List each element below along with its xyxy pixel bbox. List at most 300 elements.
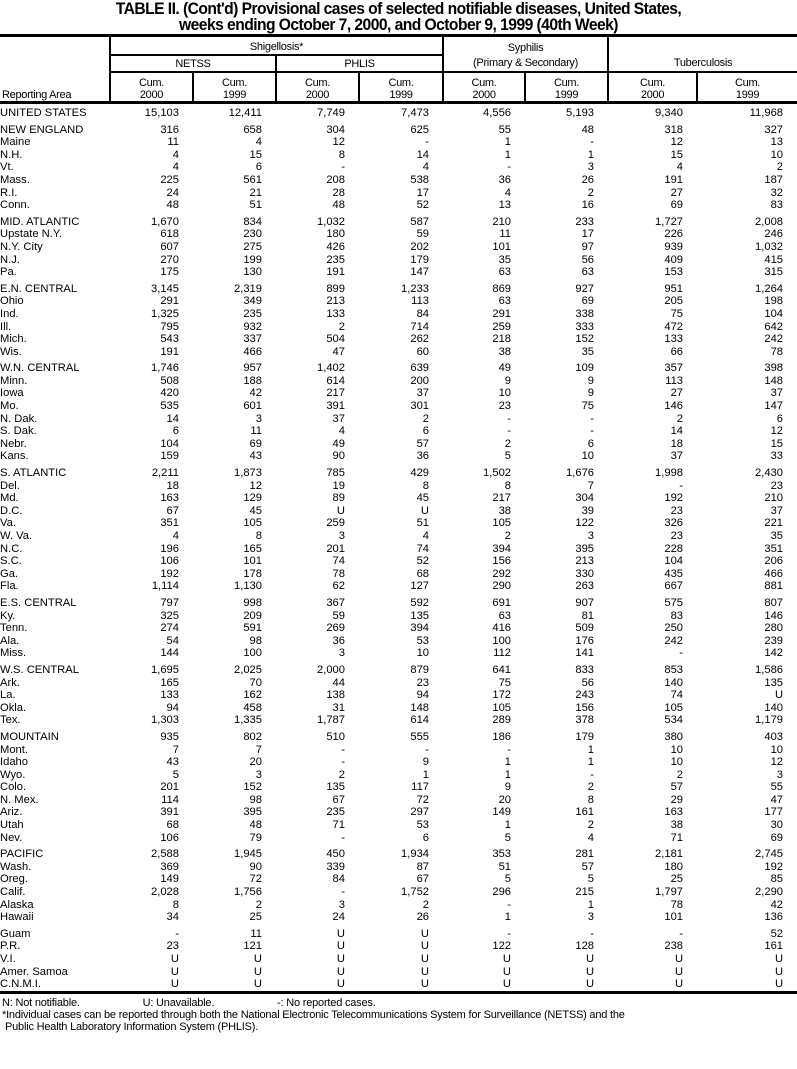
value-cell: 4 [172,148,179,161]
value-cell: 23 [166,940,179,953]
reporting-area-cell: Okla. [0,701,27,714]
value-cell: 23 [416,676,430,689]
value-cell: 191 [160,345,179,358]
value-cell: 1,402 [317,362,345,375]
value-cell: 10 [498,387,512,400]
value-cell: 38 [498,345,512,358]
value-cell: - [590,927,595,940]
value-cell: 2,000 [317,663,345,676]
value-cell: 23 [770,479,784,492]
value-cell: 63 [581,266,595,279]
value-cell: 83 [670,609,684,622]
value-cell: 104 [764,307,784,320]
value-cell: 81 [581,609,595,622]
netss-header: NETSS [110,55,276,72]
value-cell: 32 [770,186,784,199]
value-cell: 8 [172,898,179,911]
value-cell: 935 [160,730,179,743]
value-cell: 101 [664,911,684,924]
value-cell: 10 [770,148,784,161]
value-cell: 9,340 [655,107,684,119]
value-cell: 263 [575,580,595,593]
value-cell: 538 [410,173,430,186]
value-cell: 639 [410,362,430,375]
table-row [0,555,797,568]
value-cell: 25 [670,873,684,886]
reporting-area-cell: Fla. [0,580,19,593]
value-cell: 37 [332,412,345,425]
value-cell: 163 [664,806,684,819]
value-cell: 3 [338,647,345,660]
table-row [0,212,797,229]
table-row [0,413,797,426]
value-cell: 14 [416,148,430,161]
table-row [0,333,797,346]
value-cell: 1,233 [401,282,430,295]
value-cell: 217 [492,492,512,505]
value-cell: 304 [575,492,595,505]
reporting-area-cell: Alaska [0,898,34,911]
value-cell: 140 [764,701,784,714]
value-cell: 2 [422,898,430,911]
value-cell: 10 [416,647,430,660]
value-cell: 60 [416,345,430,358]
value-cell: 4 [172,530,179,542]
col-cum-label: Cum. [525,72,608,89]
value-cell: 535 [160,400,179,413]
value-cell: 326 [664,517,684,530]
value-cell: 140 [664,676,684,689]
value-cell: 217 [326,387,345,400]
value-cell: 466 [764,567,784,580]
col-cum-label: Cum. [359,72,443,89]
reporting-area-cell: N. Mex. [0,793,39,806]
value-cell: 29 [670,793,684,806]
disease-table [0,34,797,994]
value-cell: 14 [670,425,684,438]
value-cell: 175 [160,266,179,279]
table-row [0,438,797,451]
value-cell: 409 [664,253,684,266]
value-cell: 72 [249,873,262,886]
reporting-area-cell: Hawaii [0,911,34,924]
value-cell: 10 [670,756,684,769]
value-cell: U [502,953,512,965]
value-cell: 879 [410,663,430,676]
value-cell: 149 [492,806,512,819]
value-cell: 15 [670,148,684,161]
table-row [0,844,797,861]
value-cell: 75 [670,307,684,320]
value-cell: 2 [587,819,595,832]
value-cell: 932 [243,320,262,333]
reporting-area-cell: Ark. [0,676,20,689]
value-cell: 391 [160,806,179,819]
value-cell: - [507,898,512,911]
value-cell: 9 [422,756,430,769]
value-cell: 53 [416,819,430,832]
value-cell: 43 [249,450,262,463]
value-cell: 45 [249,504,262,517]
value-cell: 178 [243,567,262,580]
value-cell: 998 [243,596,262,609]
value-cell: 4 [338,425,345,438]
value-cell: 52 [416,199,430,212]
footnote-line-1: *Individual cases can be reported through both the National Electronic Telecommunications System for Surveillance (NETSS) and the [2,1008,625,1021]
table-row [0,543,797,556]
value-cell: 148 [410,701,430,714]
value-cell: 138 [326,689,345,702]
value-cell: 6 [255,161,262,174]
table-row [0,899,797,912]
table-row [0,794,797,807]
value-cell: 8 [504,479,512,492]
value-cell: 591 [243,622,262,635]
value-cell: 198 [764,295,784,308]
value-cell: 105 [664,701,684,714]
value-cell: 2 [676,768,684,781]
value-cell: 11 [250,927,262,940]
value-cell: 301 [410,400,430,413]
value-cell: 69 [770,831,784,844]
reporting-area-cell: Mich. [0,333,27,346]
value-cell: 458 [243,701,262,714]
value-cell: 561 [243,173,262,186]
value-cell: 2 [504,437,512,450]
value-cell: 122 [492,940,512,953]
value-cell: 89 [332,492,345,505]
value-cell: U [420,940,430,953]
value-cell: 1,945 [234,848,262,861]
value-cell: 853 [664,663,684,676]
value-cell: 97 [581,240,595,253]
value-cell: 403 [764,730,784,743]
value-cell: 14 [166,412,179,425]
value-cell: 7,473 [401,107,430,119]
value-cell: 1 [422,768,430,781]
value-cell: 59 [332,609,345,622]
value-cell: 215 [575,886,595,899]
value-cell: 3 [587,161,595,174]
table-row [0,103,797,120]
value-cell: 1 [587,756,595,769]
table-row [0,568,797,581]
value-cell: 338 [575,307,595,320]
value-cell: - [507,412,512,425]
value-cell: 2,588 [151,848,179,861]
value-cell: U [774,689,784,702]
value-cell: 48 [249,819,262,832]
table-row [0,806,797,819]
table-body [0,103,797,993]
value-cell: 351 [160,517,179,530]
value-cell: 114 [161,793,179,806]
reporting-area-cell: Ky. [0,609,16,622]
reporting-area-cell: UNITED STATES [0,107,87,119]
value-cell: 259 [492,320,512,333]
value-cell: 1,787 [317,714,345,727]
value-cell: U [253,953,262,965]
table-row [0,346,797,359]
value-cell: 49 [498,362,512,375]
value-cell: 415 [764,253,784,266]
value-cell: 39 [581,504,595,517]
table-row [0,953,797,966]
col-cum-label: Cum. [443,72,525,89]
value-cell: 70 [249,676,262,689]
value-cell: 325 [160,609,179,622]
reporting-area-cell: Amer. Samoa [0,965,68,978]
value-cell: 83 [770,199,784,212]
value-cell: 291 [160,295,179,308]
value-cell: 4 [172,161,179,174]
value-cell: 10 [770,743,784,756]
table-row [0,120,797,137]
syphilis-header-line2: (Primary & Secondary) [443,55,608,72]
value-cell: 327 [764,123,784,136]
value-cell: 67 [166,504,179,517]
value-cell: 226 [664,228,684,241]
value-cell: 148 [764,374,784,387]
value-cell: 4 [676,161,684,174]
value-cell: 94 [416,689,430,702]
table-row [0,924,797,941]
value-cell: U [774,965,784,978]
value-cell: 233 [575,215,595,228]
value-cell: 12 [249,479,262,492]
value-cell: 1 [504,148,512,161]
value-cell: 2,028 [151,886,179,899]
value-cell: 105 [492,701,512,714]
table-row [0,228,797,241]
table-row [0,622,797,635]
value-cell: 907 [575,596,595,609]
value-cell: 63 [498,295,512,308]
value-cell: 1,695 [151,663,179,676]
value-cell: 12 [770,756,784,769]
footnote-line-2: Public Health Laboratory Information System (PHLIS). [5,1020,259,1033]
value-cell: 163 [160,492,179,505]
value-cell: 78 [770,345,784,358]
table-row [0,241,797,254]
value-cell: 176 [575,634,595,647]
col-year-label: 1999 [697,89,797,103]
value-cell: - [341,886,345,899]
value-cell: 31 [332,701,345,714]
value-cell: 416 [492,622,512,635]
reporting-area-cell: Calif. [0,886,26,899]
value-cell: 71 [670,831,684,844]
reporting-area-cell: Miss. [0,647,27,660]
value-cell: 2,745 [755,848,784,861]
table-row [0,450,797,463]
value-cell: 1,934 [401,848,430,861]
value-cell: 36 [416,450,430,463]
table-row [0,161,797,174]
value-cell: - [341,831,345,844]
value-cell: 357 [664,362,684,375]
value-cell: 135 [326,781,345,794]
reporting-area-cell: W.N. CENTRAL [0,362,80,375]
value-cell: - [679,647,684,660]
value-cell: 15 [770,437,784,450]
value-cell: 144 [160,647,179,660]
legend-not-notifiable: N: Not notifiable. [2,996,80,1009]
value-cell: 69 [249,437,262,450]
value-cell: 179 [410,253,430,266]
value-cell: 337 [243,333,262,346]
value-cell: 2 [338,320,345,333]
table-row [0,463,797,480]
value-cell: 1,873 [234,467,262,480]
value-cell: 235 [243,307,262,320]
value-cell: 642 [764,320,784,333]
value-cell: 1,797 [655,886,684,899]
value-cell: 641 [492,663,512,676]
value-cell: 106 [160,831,179,844]
value-cell: - [590,425,595,438]
col-cum-label: Cum. [110,72,193,89]
value-cell: 450 [326,848,345,861]
value-cell: 51 [249,199,262,212]
value-cell: 378 [575,714,595,727]
value-cell: 121 [243,940,262,953]
value-cell: 587 [410,215,430,228]
value-cell: 534 [664,714,684,727]
value-cell: 87 [416,860,430,873]
table-row [0,174,797,187]
value-cell: 9 [504,781,512,794]
value-cell: 12 [332,136,345,149]
value-cell: 35 [770,530,784,542]
value-cell: 380 [664,730,684,743]
value-cell: 2 [676,412,684,425]
value-cell: 834 [243,215,262,228]
value-cell: 209 [243,609,262,622]
value-cell: 1,756 [234,886,262,899]
reporting-area-cell: Vt. [0,161,14,174]
value-cell: 9 [504,374,512,387]
value-cell: 601 [243,400,262,413]
value-cell: 141 [575,647,595,660]
value-cell: 28 [332,186,345,199]
value-cell: U [525,978,608,992]
value-cell: 243 [575,689,595,702]
value-cell: 63 [498,266,512,279]
table-row [0,149,797,162]
value-cell: 153 [664,266,684,279]
value-cell: 135 [410,609,430,622]
value-cell: 575 [664,596,684,609]
value-cell: 38 [670,819,684,832]
reporting-area-cell: Wyo. [0,768,26,781]
value-cell: 281 [575,848,595,861]
value-cell: 20 [249,756,262,769]
value-cell: 658 [243,123,262,136]
value-cell: U [420,953,430,965]
value-cell: 289 [492,714,512,727]
value-cell: 52 [770,927,784,940]
value-cell: 78 [332,567,345,580]
value-cell: 2 [255,898,262,911]
value-cell: 51 [498,860,512,873]
value-cell: 199 [243,253,262,266]
value-cell: 426 [326,240,345,253]
value-cell: 179 [575,730,595,743]
value-cell: U [674,965,684,978]
value-cell: 69 [581,295,595,308]
value-cell: 429 [410,467,430,480]
value-cell: 242 [764,333,784,346]
table-row [0,358,797,375]
value-cell: 1 [504,136,512,149]
table-row [0,911,797,924]
value-cell: 90 [332,450,345,463]
value-cell: 228 [664,542,684,555]
value-cell: 47 [770,793,784,806]
value-cell: 37 [770,387,784,400]
reporting-area-cell: S. ATLANTIC [0,467,67,480]
table-row [0,727,797,744]
value-cell: 142 [764,647,784,660]
legend [2,997,797,1009]
value-cell: 152 [575,333,595,346]
value-cell: 4 [255,136,262,149]
value-cell: 206 [764,555,784,568]
value-cell: 52 [416,555,430,568]
table-row [0,375,797,388]
value-cell: 74 [332,555,345,568]
table-row [0,517,797,530]
value-cell: 951 [664,282,684,295]
value-cell: 18 [166,479,179,492]
value-cell: 785 [326,467,345,480]
value-cell: 62 [332,580,345,593]
reporting-area-cell: Minn. [0,374,28,387]
reporting-area-cell: Va. [0,517,16,530]
value-cell: 146 [764,609,784,622]
value-cell: 1,179 [755,714,784,727]
value-cell: 225 [160,173,179,186]
table-row [0,266,797,279]
reporting-area-cell: Utah [0,819,24,832]
value-cell: 196 [160,542,179,555]
value-cell: 53 [416,634,430,647]
value-cell: 105 [492,517,512,530]
reporting-area-cell: Iowa [0,387,24,400]
value-cell: 133 [326,307,345,320]
value-cell: 48 [332,199,345,212]
value-cell: 6 [776,412,784,425]
value-cell: 156 [575,701,595,714]
value-cell: 1,264 [755,282,784,295]
value-cell: 714 [410,320,430,333]
value-cell: 210 [764,492,784,505]
value-cell: 1 [587,898,595,911]
value-cell: 5 [504,873,512,886]
value-cell: 34 [166,911,179,924]
value-cell: 57 [670,781,684,794]
table-row [0,593,797,610]
value-cell: 2,181 [655,848,684,861]
value-cell: 129 [243,492,262,505]
value-cell: 127 [410,580,430,593]
value-cell: U [170,965,179,978]
value-cell: 112 [493,647,512,660]
value-cell: U [336,965,345,978]
value-cell: - [590,768,595,781]
value-cell: 4 [504,186,512,199]
